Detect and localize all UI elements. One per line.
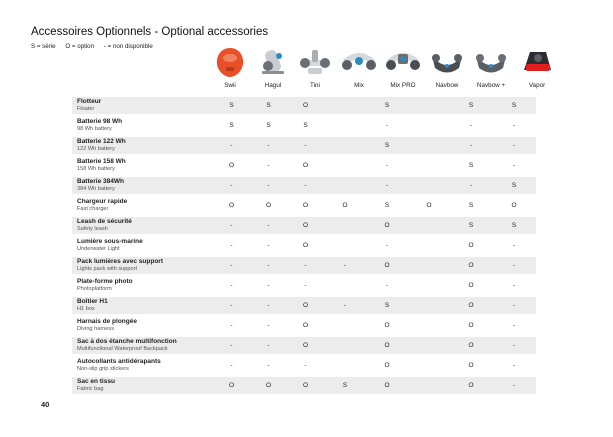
accessory-name-en: Photoplatform (77, 285, 112, 292)
availability-cell: O (302, 162, 309, 169)
availability-cell: S (266, 122, 271, 129)
accessory-name-en: Non-slip grip stickers (77, 365, 129, 372)
accessory-name-fr: Sac en tissu (77, 377, 115, 385)
availability-cell: - (213, 257, 250, 274)
availability-cell: S (384, 202, 390, 209)
product-name-vapor: Vapor (528, 82, 546, 89)
availability-cell (408, 217, 450, 234)
availability-cell (408, 377, 450, 394)
table-row (72, 197, 536, 214)
navbow-plus-product-image (474, 44, 508, 80)
availability-cell: - (213, 337, 250, 354)
availability-cell (324, 97, 366, 114)
availability-cell (408, 357, 450, 374)
table-row (72, 217, 536, 234)
availability-cell: - (450, 137, 492, 154)
availability-cell: - (385, 242, 389, 249)
availability-cell: - (512, 362, 516, 369)
accessory-label (72, 197, 213, 214)
availability-cell (324, 277, 366, 294)
table-row (72, 157, 536, 174)
availability-cell: - (469, 122, 473, 129)
page-number: 40 (41, 400, 50, 409)
availability-cell: - (324, 297, 366, 314)
swii-product-image (213, 44, 247, 80)
availability-cell: - (385, 162, 389, 169)
availability-cell: O (426, 202, 432, 209)
accessory-label (72, 157, 213, 174)
availability-cell: O (450, 377, 492, 394)
availability-cell (408, 97, 450, 114)
availability-cell: - (287, 137, 324, 154)
availability-cell: O (250, 377, 287, 394)
accessory-name-fr: Lumière sous-marine (77, 237, 143, 245)
accessory-name-en: Floater (77, 105, 95, 112)
availability-cell: - (385, 122, 389, 129)
accessory-name-fr: Autocollants antidérapants (77, 357, 161, 365)
product-name-swii: Swii (224, 82, 236, 89)
accessory-label (72, 177, 213, 194)
availability-cell: - (512, 322, 516, 329)
availability-cell (408, 157, 450, 174)
accessories-table (72, 94, 536, 397)
accessory-name-en: Fabric bag (77, 385, 104, 392)
availability-cell: O (468, 242, 474, 249)
availability-cell: - (492, 297, 536, 314)
accessory-label (72, 237, 213, 254)
accessory-label (72, 337, 213, 354)
availability-cell: - (213, 137, 250, 154)
accessory-name-en: H1 box (77, 305, 95, 312)
availability-cell: S (229, 122, 234, 129)
availability-cell (324, 157, 366, 174)
accessory-label (72, 357, 213, 374)
availability-cell: O (342, 202, 348, 209)
table-row (72, 137, 536, 154)
accessory-label (72, 377, 213, 394)
availability-cell (408, 317, 450, 334)
accessory-name-en: 384 Wh battery (77, 185, 115, 192)
table-row (72, 337, 536, 354)
availability-cell: O (287, 97, 324, 114)
accessory-name-fr: Boîtier H1 (77, 297, 108, 305)
availability-cell (324, 117, 366, 134)
availability-cell: O (287, 297, 324, 314)
accessory-name-en: Safety leash (77, 225, 108, 232)
availability-cell (324, 217, 366, 234)
availability-cell: - (213, 297, 250, 314)
table-row (72, 317, 536, 334)
availability-cell: S (492, 217, 536, 234)
product-name-navbow: Navbow (435, 82, 459, 89)
availability-cell: O (213, 377, 250, 394)
availability-cell: S (366, 297, 408, 314)
availability-cell (408, 237, 450, 254)
accessory-name-fr: Flotteur (77, 97, 102, 105)
availability-cell: - (512, 122, 516, 129)
availability-cell: S (468, 202, 474, 209)
availability-cell: - (492, 257, 536, 274)
availability-cell: O (287, 337, 324, 354)
table-row (72, 237, 536, 254)
legend-option: O = option (65, 43, 95, 50)
accessory-label (72, 317, 213, 334)
accessory-label (72, 277, 213, 294)
table-row (72, 97, 536, 114)
mix-pro-product-image (386, 44, 420, 80)
availability-cell: O (384, 322, 390, 329)
accessory-name-fr: Harnais de plongée (77, 317, 137, 325)
accessory-name-fr: Batterie 384Wh (77, 177, 124, 185)
availability-cell (324, 177, 366, 194)
availability-cell: O (287, 217, 324, 234)
availability-cell: - (230, 322, 233, 329)
availability-cell: S (303, 122, 308, 129)
accessory-label (72, 297, 213, 314)
availability-cell: - (287, 257, 324, 274)
availability-cell: - (250, 217, 287, 234)
availability-cell (324, 137, 366, 154)
vapor-product-image (520, 44, 554, 80)
availability-cell: - (492, 377, 536, 394)
availability-cell (408, 177, 450, 194)
tini-product-image (298, 44, 332, 80)
table-row (72, 177, 536, 194)
availability-cell: S (366, 97, 408, 114)
accessory-name-en: Diving harness (77, 325, 114, 332)
availability-cell: O (302, 242, 309, 249)
accessory-name-fr: Chargeur rapide (77, 197, 128, 205)
availability-cell (408, 297, 450, 314)
accessory-name-fr: Sac à dos étanche multifonction (77, 337, 177, 345)
availability-cell: - (230, 282, 233, 289)
availability-cell: O (366, 337, 408, 354)
accessory-name-fr: Batterie 122 Wh (77, 137, 126, 145)
availability-cell (324, 237, 366, 254)
accessory-label (72, 137, 213, 154)
availability-cell: O (366, 377, 408, 394)
availability-cell: O (366, 257, 408, 274)
availability-cell: O (384, 362, 390, 369)
table-row (72, 117, 536, 134)
availability-cell (324, 337, 366, 354)
availability-cell: S (492, 177, 536, 194)
table-row (72, 357, 536, 374)
availability-cell: - (304, 282, 307, 289)
product-name-tini: Tini (310, 82, 320, 89)
legend-serie: S = série (31, 43, 56, 50)
navbow-product-image (430, 44, 464, 80)
availability-cell: - (492, 137, 536, 154)
availability-cell: - (267, 242, 270, 249)
availability-cell: O (468, 362, 474, 369)
availability-cell: S (366, 137, 408, 154)
availability-cell: - (512, 282, 516, 289)
table-row (72, 377, 536, 394)
availability-cell: O (287, 377, 324, 394)
availability-cell (408, 257, 450, 274)
table-row (72, 297, 536, 314)
availability-cell: - (213, 217, 250, 234)
accessory-label (72, 257, 213, 274)
availability-cell: S (250, 97, 287, 114)
hagul-product-image (256, 44, 290, 80)
mix-product-image (342, 44, 376, 80)
availability-cell: O (468, 322, 474, 329)
availability-cell: - (267, 322, 270, 329)
availability-cell: S (492, 97, 536, 114)
availability-cell: - (250, 257, 287, 274)
availability-cell: - (450, 177, 492, 194)
accessory-name-en: Underwater Light (77, 245, 120, 252)
availability-cell: - (512, 162, 516, 169)
availability-cell: S (450, 97, 492, 114)
availability-cell: O (366, 217, 408, 234)
availability-cell: - (512, 242, 516, 249)
availability-cell (324, 357, 366, 374)
availability-cell: - (267, 282, 270, 289)
availability-cell: S (450, 217, 492, 234)
accessory-label (72, 217, 213, 234)
availability-cell (324, 317, 366, 334)
availability-cell: - (230, 362, 233, 369)
availability-cell: S (213, 97, 250, 114)
availability-cell: O (468, 282, 474, 289)
accessory-name-en: 98 Wh battery (77, 125, 112, 132)
product-name-hagul: Hagul (264, 82, 282, 89)
availability-cell: - (267, 162, 270, 169)
availability-cell: O (265, 202, 272, 209)
availability-cell: O (450, 297, 492, 314)
availability-cell (408, 277, 450, 294)
availability-cell: - (250, 337, 287, 354)
table-row (72, 277, 536, 294)
accessory-label (72, 117, 213, 134)
accessory-name-en: 158 Wh battery (77, 165, 115, 172)
availability-cell: - (267, 362, 270, 369)
availability-cell: - (230, 242, 233, 249)
availability-cell: O (450, 257, 492, 274)
page-title: Accessoires Optionnels - Optional accessories (31, 26, 269, 38)
availability-cell: O (302, 202, 309, 209)
accessory-name-fr: Batterie 158 Wh (77, 157, 126, 165)
availability-cell: - (304, 362, 307, 369)
product-name-mix-pro: Mix PRO (390, 82, 416, 89)
table-row (72, 257, 536, 274)
availability-cell: - (250, 137, 287, 154)
product-name-mix: Mix (354, 82, 364, 89)
availability-cell: - (213, 177, 250, 194)
availability-cell (408, 137, 450, 154)
availability-cell: - (492, 337, 536, 354)
availability-cell (408, 337, 450, 354)
product-name-navbow-plus: Navbow + (476, 82, 506, 89)
availability-cell (408, 117, 450, 134)
availability-cell: - (287, 177, 324, 194)
availability-cell: O (511, 202, 517, 209)
accessory-name-en: Multifunctional Waterproof Backpack (77, 345, 168, 352)
legend-unavailable: - = non disponible (103, 43, 153, 50)
accessory-name-fr: Pack lumières avec support (77, 257, 163, 265)
availability-cell: O (228, 202, 235, 209)
accessory-name-en: 122 Wh battery (77, 145, 115, 152)
availability-cell: O (302, 322, 309, 329)
accessory-name-en: Lights pack with support (77, 265, 138, 272)
accessory-name-fr: Plate-forme photo (77, 277, 133, 285)
accessory-name-fr: Leash de sécurité (77, 217, 132, 225)
availability-cell: - (385, 282, 389, 289)
availability-cell: - (324, 257, 366, 274)
accessory-name-fr: Batterie 98 Wh (77, 117, 123, 125)
availability-cell: - (250, 177, 287, 194)
accessory-name-en: Fast charger (77, 205, 109, 212)
availability-cell: O (228, 162, 235, 169)
legend (31, 43, 161, 50)
availability-cell: S (324, 377, 366, 394)
availability-cell: - (366, 177, 408, 194)
availability-cell: S (468, 162, 474, 169)
availability-cell: - (250, 297, 287, 314)
availability-cell: O (450, 337, 492, 354)
accessory-label (72, 97, 213, 114)
